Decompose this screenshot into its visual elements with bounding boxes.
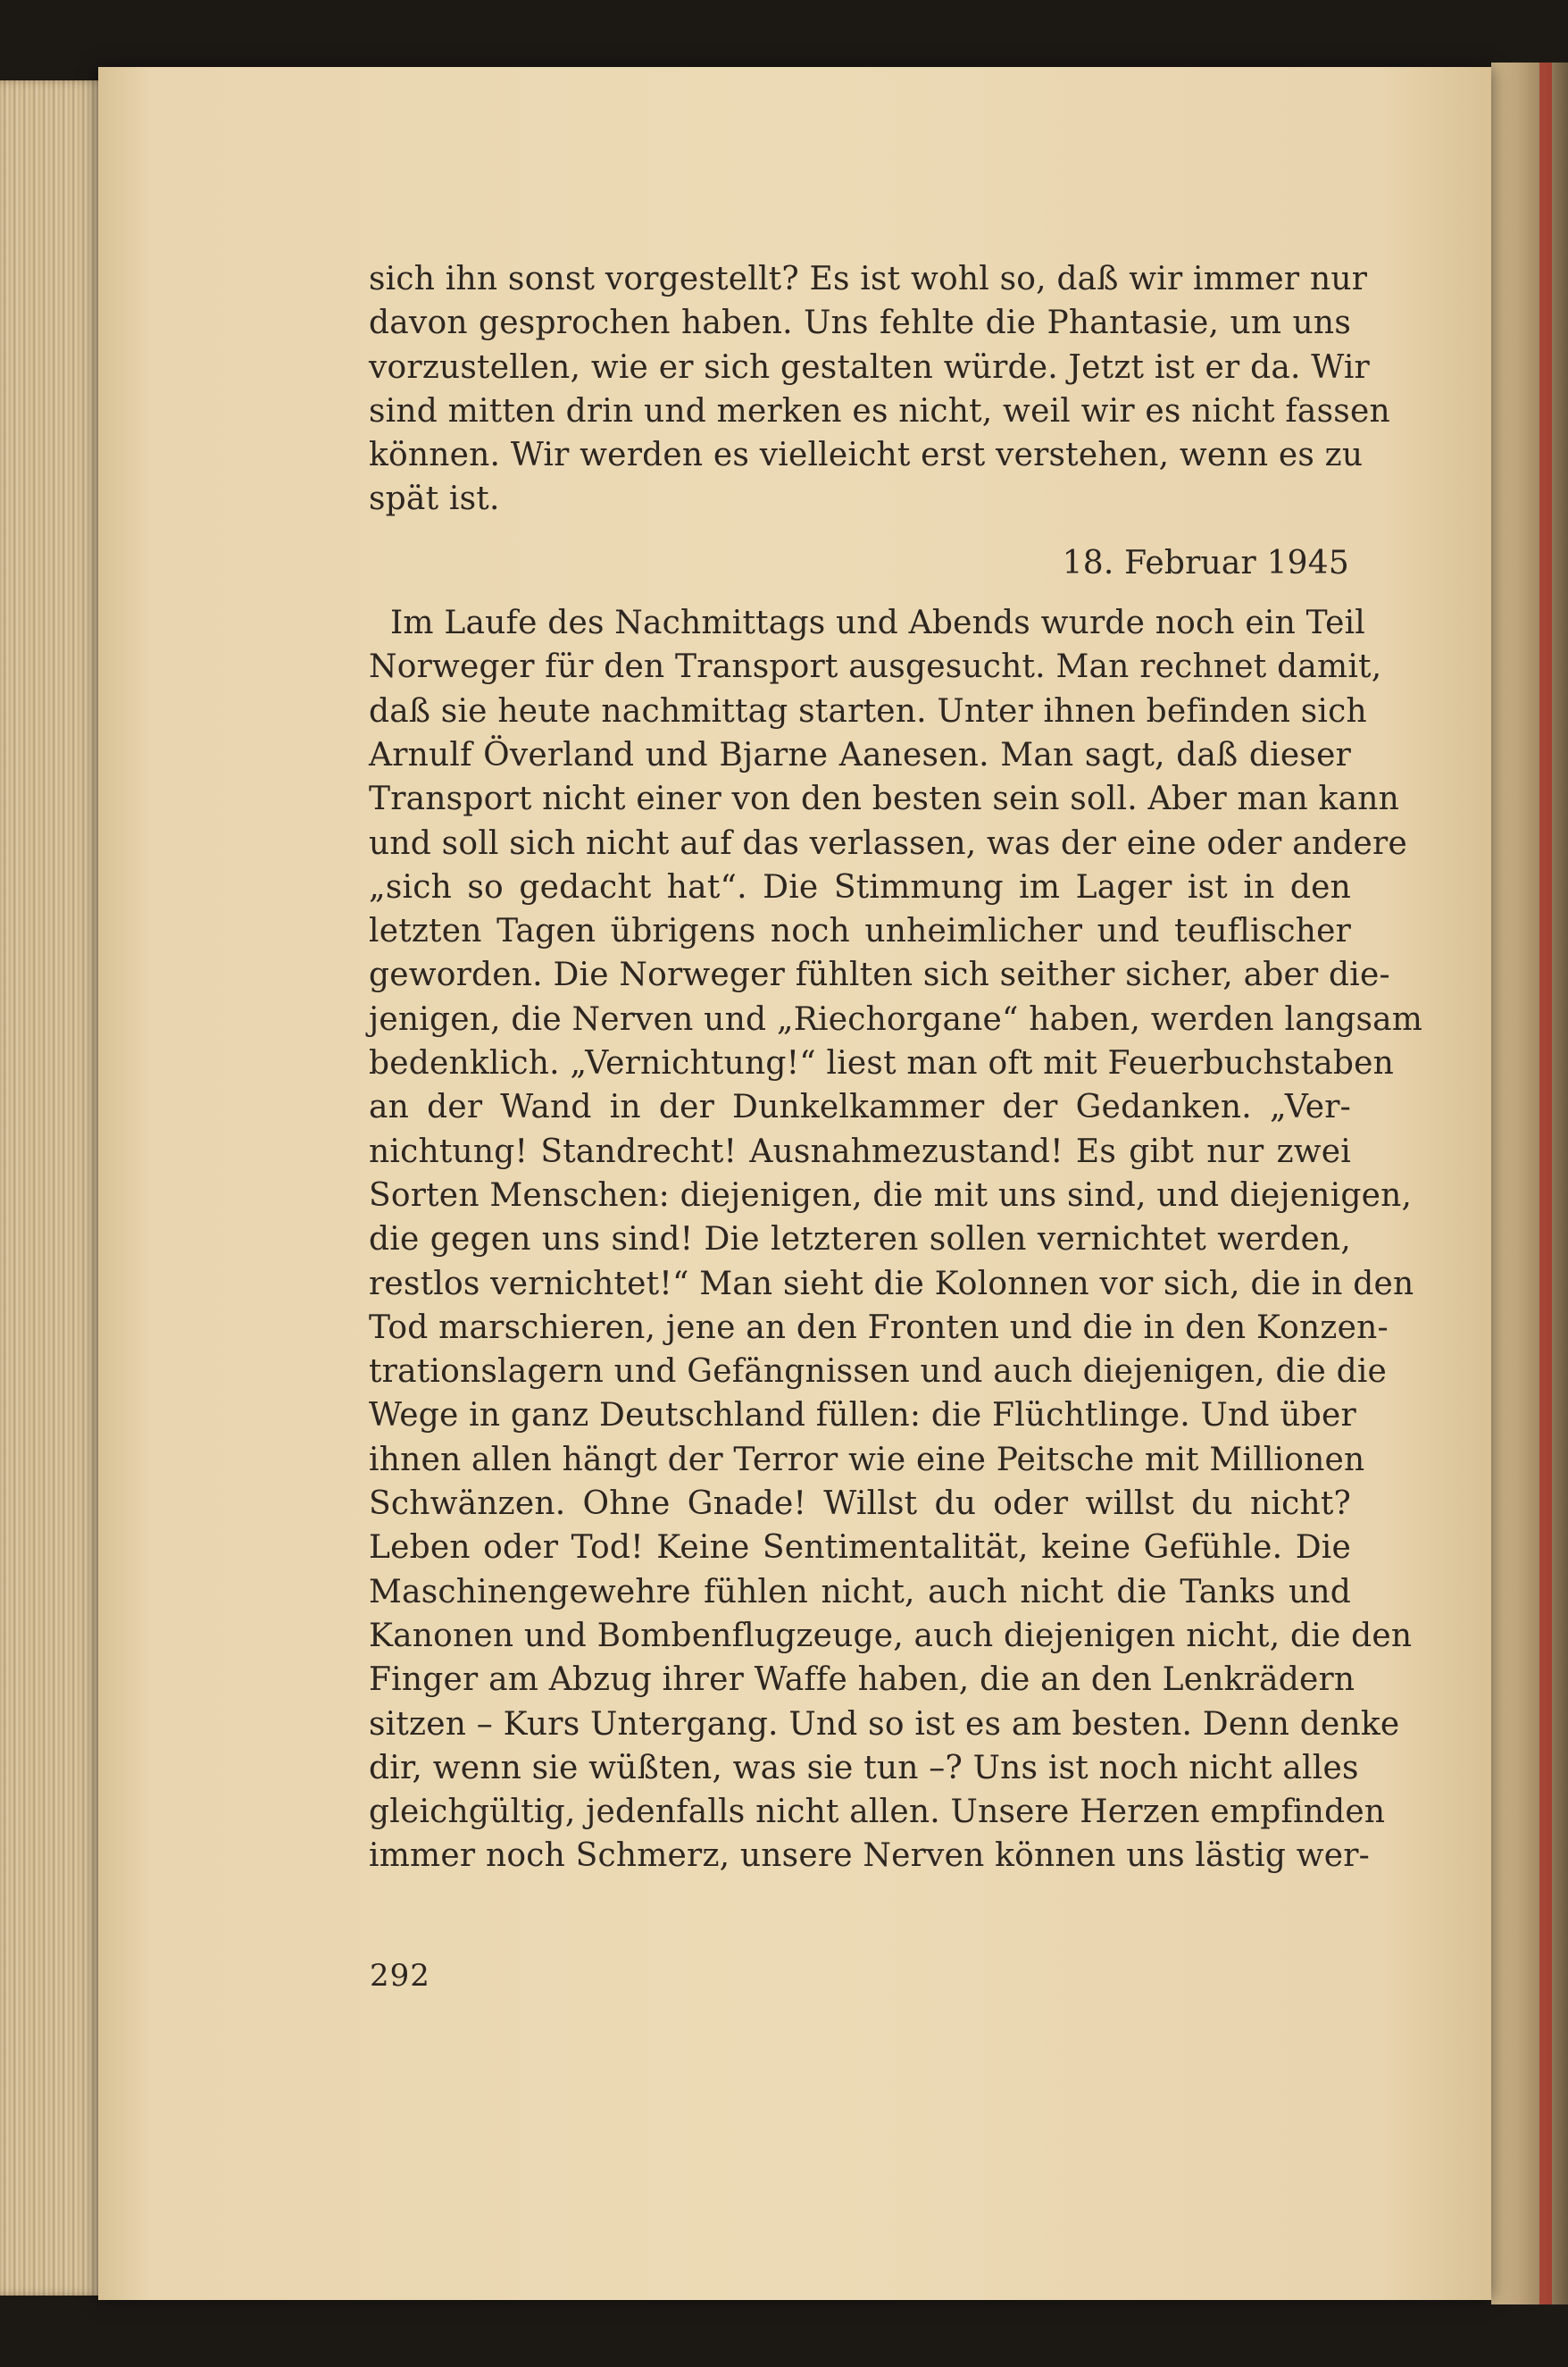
text-line: trationslagern und Gefängnissen und auch diejenigen, die die	[369, 1353, 1388, 1391]
text-line: immer noch Schmerz, unsere Nerven können uns lästig wer-	[369, 1837, 1370, 1875]
text-line: Arnulf Överland und Bjarne Aanesen. Man sagt, daß dieser	[369, 736, 1351, 774]
book-cover-edge	[1491, 63, 1568, 2304]
page-number: 292	[370, 1958, 430, 1994]
text-line: sitzen – Kurs Untergang. Und so ist es am besten. Denn denke	[369, 1705, 1400, 1743]
text-line: davon gesprochen haben. Uns fehlte die Phantasie, um uns	[369, 305, 1351, 342]
text-line: bedenklich. „Vernichtung!“ liest man oft mit Feuerbuchstaben	[369, 1045, 1395, 1083]
text-line: Sorten Menschen: diejenigen, die mit uns sind, und diejenigen,	[369, 1176, 1413, 1214]
text-line: an der Wand in der Dunkelkammer der Gedanken. „Ver-	[369, 1089, 1351, 1126]
text-line: Wege in ganz Deutschland füllen: die Flüchtlinge. Und über	[369, 1397, 1356, 1434]
text-line: ihnen allen hängt der Terror wie eine Peitsche mit Millionen	[369, 1441, 1365, 1478]
text-line: und soll sich nicht auf das verlassen, was der eine oder andere	[369, 824, 1407, 862]
text-line: geworden. Die Norweger fühlten sich seither sicher, aber die-	[369, 957, 1390, 994]
text-line: Kanonen und Bombenflugzeuge, auch diejenigen nicht, die den	[369, 1617, 1413, 1654]
paragraph-1	[369, 257, 1390, 522]
entry-date: 18. Februar 1945	[1062, 544, 1349, 581]
text-line: können. Wir werden es vielleicht erst verstehen, wenn es zu	[369, 437, 1364, 474]
text-line: die gegen uns sind! Die letzteren sollen vernichtet werden,	[369, 1221, 1351, 1259]
text-line: spät ist.	[369, 481, 500, 518]
text-line: gleichgültig, jedenfalls nicht allen. Unsere Herzen empfinden	[369, 1794, 1386, 1831]
text-line: letzten Tagen übrigens noch unheimlicher und teuflischer	[369, 913, 1351, 950]
text-line: sich ihn sonst vorgestellt? Es ist wohl so, daß wir immer nur	[369, 261, 1368, 297]
text-line: Im Laufe des Nachmittags und Abends wurde noch ein Teil	[390, 605, 1366, 642]
text-line: Maschinengewehre fühlen nicht, auch nicht die Tanks und	[369, 1573, 1351, 1610]
text-line: Norweger für den Transport ausgesucht. Man rechnet damit,	[369, 648, 1382, 686]
text-line: nichtung! Standrecht! Ausnahmezustand! Es gibt nur zwei	[369, 1133, 1351, 1170]
book-cover-red-band	[1539, 63, 1552, 2304]
text-line: Transport nicht einer von den besten sein soll. Aber man kann	[369, 781, 1400, 818]
paragraph-2	[369, 601, 1423, 1878]
text-line: Finger am Abzug ihrer Waffe haben, die an den Lenkrädern	[369, 1661, 1355, 1699]
book-page-edges	[0, 80, 107, 2296]
text-line: vorzustellen, wie er sich gestalten würde. Jetzt ist er da. Wir	[369, 348, 1370, 386]
text-line: sind mitten drin und merken es nicht, weil wir es nicht fassen	[369, 392, 1390, 430]
text-line: Tod marschieren, jene an den Fronten und die in den Konzen-	[369, 1309, 1389, 1346]
text-line: restlos vernichtet!“ Man sieht die Kolonnen vor sich, die in den	[369, 1265, 1414, 1302]
text-line: Schwänzen. Ohne Gnade! Willst du oder willst du nicht?	[369, 1485, 1351, 1523]
text-line: jenigen, die Nerven und „Riechorgane“ haben, werden langsam	[369, 1000, 1423, 1038]
text-line: daß sie heute nachmittag starten. Unter ihnen befinden sich	[369, 692, 1367, 730]
text-line: dir, wenn sie wüßten, was sie tun –? Uns ist noch nicht alles	[369, 1749, 1359, 1786]
page-text-block	[369, 257, 1423, 1878]
text-line: Leben oder Tod! Keine Sentimentalität, keine Gefühle. Die	[369, 1529, 1351, 1567]
text-line: „sich so gedacht hat“. Die Stimmung im Lager ist in den	[369, 868, 1351, 906]
